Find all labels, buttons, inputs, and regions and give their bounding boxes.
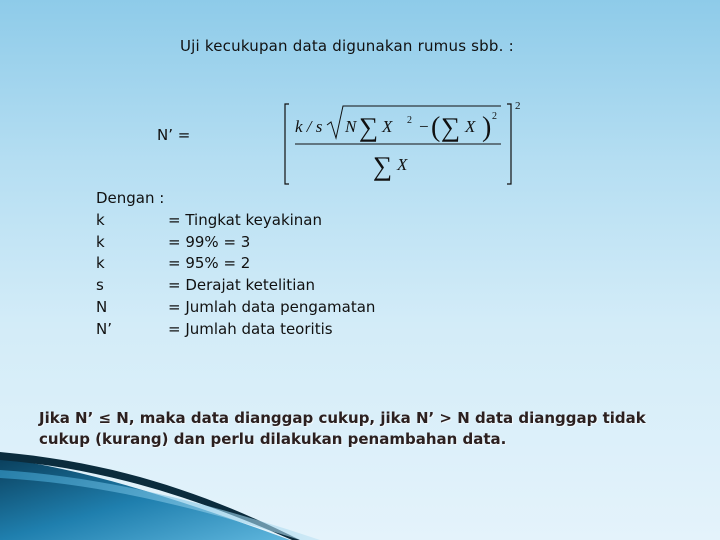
definition-row [96, 210, 375, 232]
definition-row [96, 297, 375, 319]
definition-row [96, 253, 375, 275]
sum-symbol-3: ∑ [373, 151, 393, 181]
definition-meaning: = 95% = 2 [168, 254, 251, 273]
definition-symbol: s [96, 276, 104, 295]
formula [275, 92, 545, 192]
exponent-2b: 2 [492, 111, 497, 122]
outer-exponent: 2 [515, 100, 521, 112]
paren-close: ) [482, 112, 492, 143]
formula-X: X [382, 117, 393, 136]
definition-symbol: k [96, 254, 105, 273]
slide-title: Uji kecukupan data digunakan rumus sbb. : [180, 37, 514, 55]
formula-X-3: X [397, 155, 408, 174]
definition-meaning: = Derajat ketelitian [168, 276, 316, 295]
definition-meaning: = Tingkat keyakinan [168, 210, 323, 229]
definition-meaning: = Jumlah data teoritis [168, 319, 333, 338]
definition-symbol: k [96, 210, 105, 229]
exponent-2: 2 [407, 115, 412, 126]
definitions [96, 188, 375, 341]
sum-symbol: ∑ [359, 112, 379, 142]
definition-row [96, 275, 375, 297]
definition-meaning: = Jumlah data pengamatan [168, 297, 376, 316]
k-over-s: k / s [295, 117, 323, 136]
right-bracket [507, 104, 511, 184]
definition-row [96, 232, 375, 254]
definition-symbol: N [96, 297, 108, 316]
sum-symbol-2: ∑ [441, 112, 461, 142]
definition-symbol: k [96, 232, 105, 251]
formula-lhs: N’ = [157, 126, 191, 144]
formula-N: N [345, 117, 357, 136]
definition-row [96, 319, 375, 341]
definition-meaning: = 99% = 3 [168, 232, 251, 251]
left-bracket [285, 104, 289, 184]
conclusion-text: Jika N’ ≤ N, maka data dianggap cukup, jika N’ > N data dianggap tidak cukup (kurang) dan perlu dilakukan penambahan data. [39, 409, 646, 448]
paren-open: ( [431, 112, 441, 143]
definition-symbol: N’ [96, 319, 112, 338]
swoosh-main [0, 458, 290, 540]
formula-X-2: X [465, 117, 476, 136]
definitions-header: Dengan : [96, 189, 165, 207]
minus-sign: − [419, 117, 429, 136]
